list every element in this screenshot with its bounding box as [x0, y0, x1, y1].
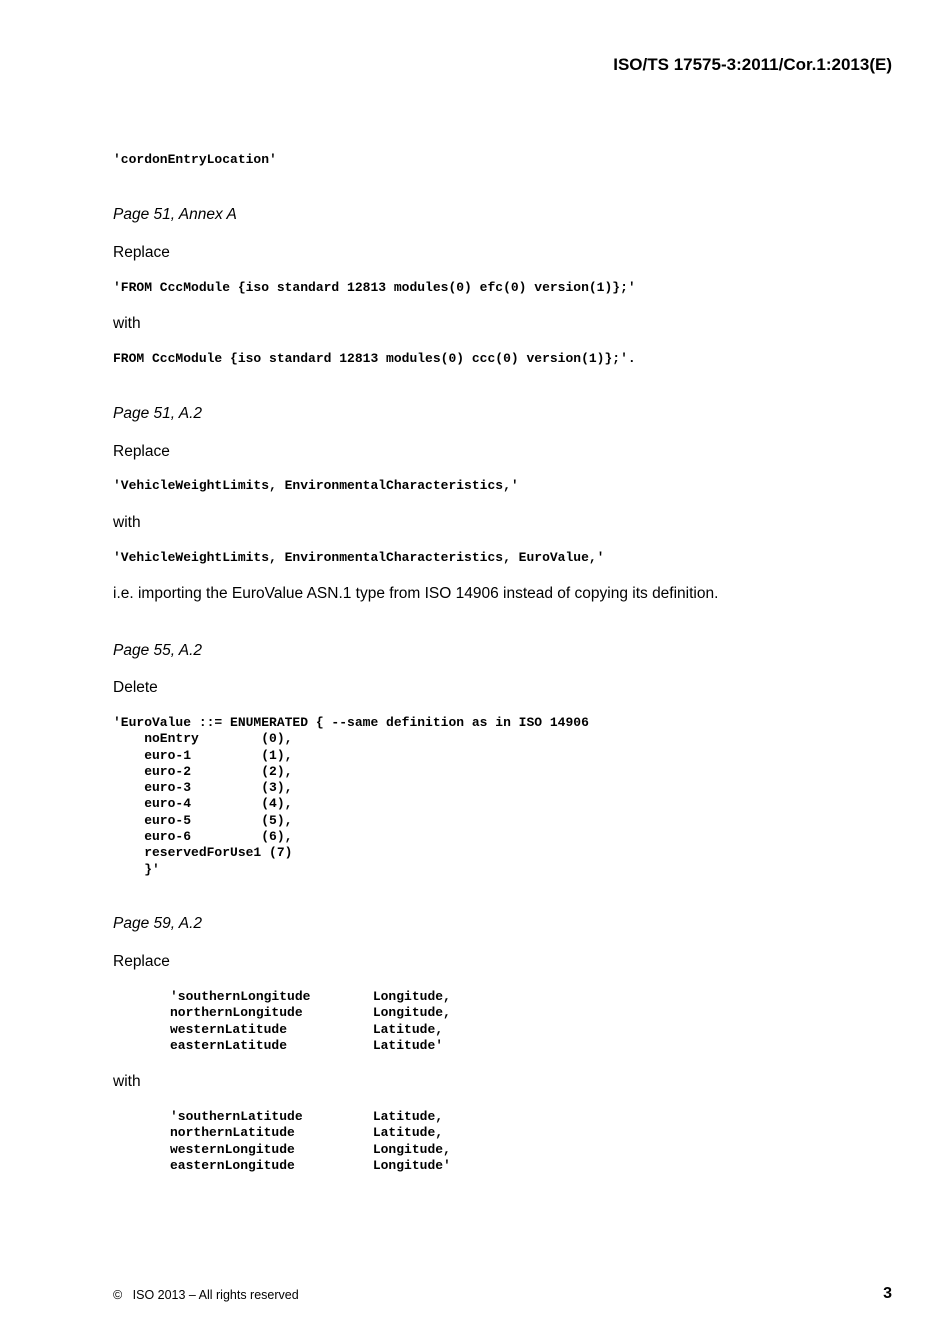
code-eurovalue-enumeration: 'EuroValue ::= ENUMERATED { --same definition as in ISO 14906 noEntry (0), euro-1 (1), euro-2 (2), euro-3 (3), euro-4 (4), euro-5 (5), euro-6 (6), reservedForUse1 (7) }': [113, 715, 589, 877]
code-cordon-entry-location: 'cordonEntryLocation': [113, 152, 277, 167]
page-number: 3: [883, 1285, 892, 1302]
code-old-vehicle-weight: 'VehicleWeightLimits, EnvironmentalCharacteristics,': [113, 478, 519, 493]
instruction-with: with: [113, 514, 141, 531]
instruction-delete: Delete: [113, 679, 158, 696]
code-new-import: FROM CccModule {iso standard 12813 modules(0) ccc(0) version(1)};'.: [113, 351, 636, 366]
footer-copyright: © ISO 2013 – All rights reserved: [113, 1288, 299, 1302]
code-old-import: 'FROM CccModule {iso standard 12813 modules(0) efc(0) version(1)};': [113, 280, 636, 295]
instruction-replace: Replace: [113, 244, 170, 261]
section-heading-page51-annexA: Page 51, Annex A: [113, 206, 237, 223]
code-new-bounds: 'southernLatitude Latitude, northernLatitude Latitude, westernLongitude Longitude, easternLongitude Longitude': [170, 1109, 451, 1173]
document-header-id: ISO/TS 17575-3:2011/Cor.1:2013(E): [613, 55, 892, 74]
instruction-replace: Replace: [113, 443, 170, 460]
section-heading-page55-a2: Page 55, A.2: [113, 642, 203, 659]
code-old-bounds: 'southernLongitude Longitude, northernLongitude Longitude, westernLatitude Latitude, easternLatitude Latitude': [170, 989, 451, 1053]
section-heading-page51-a2: Page 51, A.2: [113, 405, 203, 422]
instruction-with: with: [113, 1073, 141, 1090]
instruction-replace: Replace: [113, 953, 170, 970]
instruction-with: with: [113, 315, 141, 332]
explanation-text: i.e. importing the EuroValue ASN.1 type from ISO 14906 instead of copying its definition.: [113, 585, 719, 602]
code-new-vehicle-weight: 'VehicleWeightLimits, EnvironmentalCharacteristics, EuroValue,': [113, 550, 605, 565]
section-heading-page59-a2: Page 59, A.2: [113, 915, 203, 932]
